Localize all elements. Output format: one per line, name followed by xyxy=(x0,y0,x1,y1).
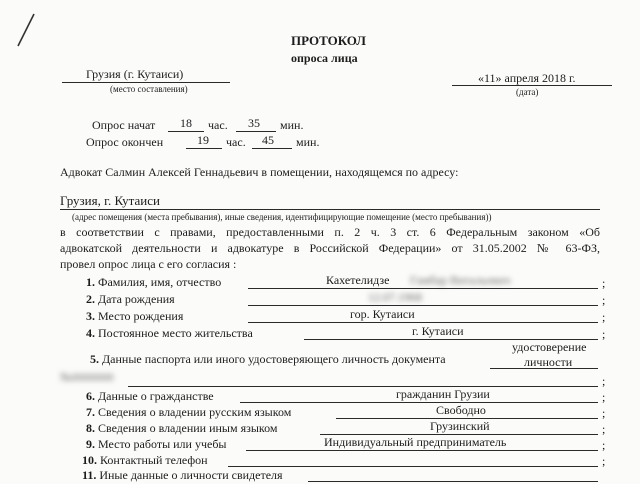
item-11-label: Иные данные о личности свидетеля xyxy=(99,468,283,482)
document-title: ПРОТОКОЛ xyxy=(291,33,366,48)
item-7 xyxy=(86,405,291,420)
item-7-value: Свободно xyxy=(436,403,486,417)
end-min-unit: мин. xyxy=(296,135,320,149)
start-hour: 18 xyxy=(180,116,192,130)
date-value: «11» апреля 2018 г. xyxy=(478,71,576,85)
item-4-semicolon: ; xyxy=(602,327,606,341)
item-7-number: 7. xyxy=(86,405,95,419)
item-5-redacted: №0000000 xyxy=(60,370,114,384)
item-10-label: Контактный телефон xyxy=(100,453,208,467)
end-hour: 19 xyxy=(197,133,209,147)
item-2-semicolon: ; xyxy=(602,293,606,307)
end-min: 45 xyxy=(262,133,274,147)
legal-text-line-3: провел опрос лица с его согласия : xyxy=(60,257,237,271)
legal-text-line-1: в соответствии с правами, предоставленными п. 2 ч. 3 ст. 6 Федеральным законом «Об xyxy=(60,225,600,239)
item-5 xyxy=(90,352,446,367)
item-3-semicolon: ; xyxy=(602,310,606,324)
item-1-label: Фамилия, имя, отчество xyxy=(98,275,222,289)
end-label: Опрос окончен xyxy=(86,135,164,149)
end-hour-unit: час. xyxy=(226,135,246,149)
item-6 xyxy=(86,389,214,404)
item-5-label: Данные паспорта или иного удостоверяющего личность документа xyxy=(102,352,446,366)
lawyer-line: Адвокат Салмин Алексей Геннадьевич в помещении, находящемся по адресу: xyxy=(60,165,459,179)
item-5-semicolon: ; xyxy=(602,374,606,388)
start-hour-unit: час. xyxy=(208,118,228,132)
item-3-value: гор. Кутаиси xyxy=(350,307,415,321)
item-8-value: Грузинский xyxy=(430,419,490,433)
item-1-number: 1. xyxy=(86,275,95,289)
item-1-value: Кахетелидзе xyxy=(326,273,390,287)
item-11 xyxy=(82,468,283,483)
item-2-number: 2. xyxy=(86,292,95,306)
item-7-label: Сведения о владении русским языком xyxy=(98,405,292,419)
item-2-label: Дата рождения xyxy=(98,292,175,306)
item-9-value: Индивидуальный предприниматель xyxy=(324,435,507,449)
item-3-label: Место рождения xyxy=(98,309,184,323)
item-10 xyxy=(82,453,208,468)
address-caption: (адрес помещения (места пребывания), иные сведения, идентифицирующие помещение (место пребывания)) xyxy=(72,212,492,222)
item-8 xyxy=(86,421,278,436)
item-8-number: 8. xyxy=(86,421,95,435)
item-4-label: Постоянное место жительства xyxy=(98,326,253,340)
item-8-semicolon: ; xyxy=(602,422,606,436)
item-3-number: 3. xyxy=(86,309,95,323)
item-1-redacted: Гамбар Витальевич xyxy=(410,273,511,287)
place-caption: (место составления) xyxy=(110,84,188,94)
item-2 xyxy=(86,292,175,307)
item-1-semicolon: ; xyxy=(602,276,606,290)
item-6-number: 6. xyxy=(86,389,95,403)
item-5-value-line-2: личности xyxy=(524,355,573,369)
start-min-unit: мин. xyxy=(280,118,304,132)
address-value: Грузия, г. Кутаиси xyxy=(60,193,160,208)
item-9 xyxy=(86,437,227,452)
item-5-number: 5. xyxy=(90,352,99,366)
item-9-semicolon: ; xyxy=(602,438,606,452)
item-6-semicolon: ; xyxy=(602,390,606,404)
item-10-semicolon: ; xyxy=(602,454,606,468)
pen-mark xyxy=(14,10,38,50)
item-4-number: 4. xyxy=(86,326,95,340)
document-subtitle: опроса лица xyxy=(291,51,358,65)
item-4-value: г. Кутаиси xyxy=(412,324,464,338)
place-value: Грузия (г. Кутаиси) xyxy=(86,67,184,81)
item-7-semicolon: ; xyxy=(602,406,606,420)
item-2-redacted: 12.07.1968 xyxy=(368,290,422,304)
item-11-number: 11. xyxy=(82,468,97,482)
item-6-label: Данные о гражданстве xyxy=(98,389,214,403)
item-1 xyxy=(86,275,221,290)
item-3 xyxy=(86,309,183,324)
item-4 xyxy=(86,326,253,341)
item-10-number: 10. xyxy=(82,453,97,467)
item-6-value: гражданин Грузии xyxy=(396,387,490,401)
date-caption: (дата) xyxy=(516,87,539,97)
item-9-number: 9. xyxy=(86,437,95,451)
item-5-value-line-1: удостоверение xyxy=(512,340,587,354)
item-8-label: Сведения о владении иным языком xyxy=(98,421,278,435)
legal-text-line-2: адвокатской деятельности и адвокатуре в Российской Федерации» от 31.05.2002 № 63-ФЗ, xyxy=(60,241,600,255)
start-min: 35 xyxy=(248,116,260,130)
item-9-label: Место работы или учебы xyxy=(98,437,227,451)
start-label: Опрос начат xyxy=(92,118,156,132)
